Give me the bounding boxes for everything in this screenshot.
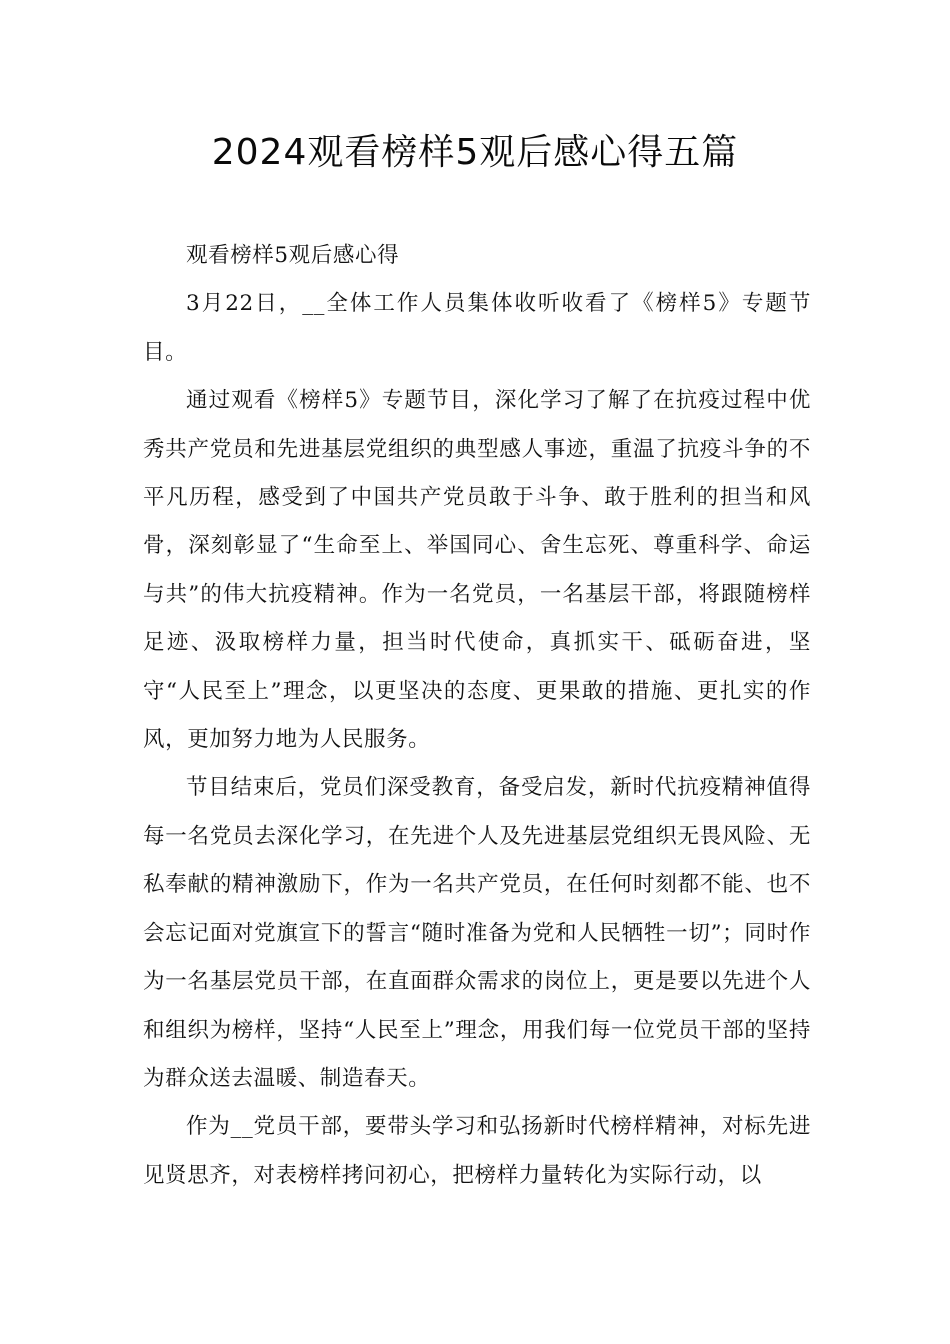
paragraph-2: 通过观看《榜样5》专题节目，深化学习了解了在抗疫过程中优秀共产党员和先进基层党组织的典型感人事迹，重温了抗疫斗争的不平凡历程，感受到了中国共产党员敢于斗争、敢于胜利的担当和风骨，深刻彰显了“生命至上、举国同心、舍生忘死、尊重科学、命运与共”的伟大抗疫精神。作为一名党员，一名基层干部，将跟随榜样足迹、汲取榜样力量，担当时代使命，真抓实干、砥砺奋进，坚守“人民至上”理念，以更坚决的态度、更果敢的措施、更扎实的作风，更加努力地为人民服务。 [143, 388, 811, 753]
document-title: 2024观看榜样5观后感心得五篇 [211, 132, 739, 173]
paragraph-3: 节目结束后，党员们深受教育，备受启发，新时代抗疫精神值得每一名党员去深化学习，在先进个人及先进基层党组织无畏风险、无私奉献的精神激励下，作为一名共产党员，在任何时刻都不能、也不会忘记面对党旗宣下的誓言“随时准备为党和人民牺牲一切”；同时作为一名基层党员干部，在直面群众需求的岗位上，更是要以先进个人和组织为榜样，坚持“人民至上”理念，用我们每一位党员干部的坚持为群众送去温暖、制造春天。 [143, 775, 811, 1091]
paragraph-4: 作为__党员干部，要带头学习和弘扬新时代榜样精神，对标先进见贤思齐，对表榜样拷问初心，把榜样力量转化为实际行动，以 [143, 1114, 811, 1188]
document-body [143, 232, 811, 1200]
paragraph-subtitle: 观看榜样5观后感心得 [186, 243, 400, 268]
paragraph-1: 3月22日，__全体工作人员集体收听收看了《榜样5》专题节目。 [143, 291, 811, 365]
